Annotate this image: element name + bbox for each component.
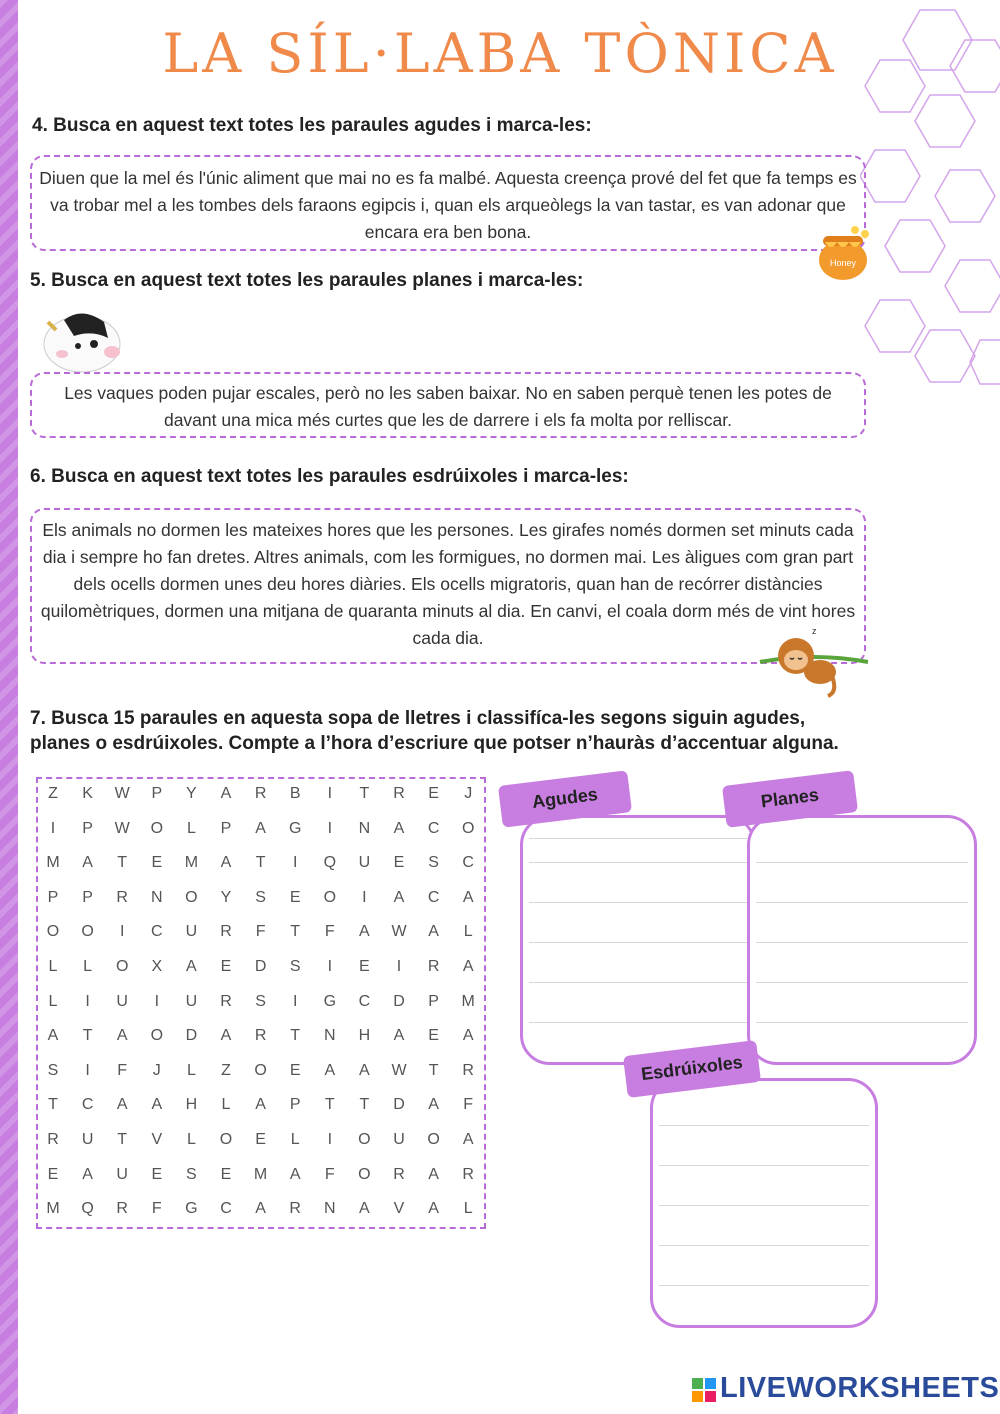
grid-letter[interactable]: A <box>393 1027 405 1045</box>
grid-letter[interactable]: R <box>462 1061 474 1079</box>
grid-letter[interactable]: R <box>116 1200 128 1218</box>
grid-letter[interactable]: F <box>151 1200 162 1218</box>
grid-letter[interactable]: I <box>327 1131 333 1148</box>
grid-letter[interactable]: O <box>323 888 337 906</box>
question-4-text-box[interactable] <box>30 155 866 251</box>
grid-letter[interactable]: P <box>82 819 93 837</box>
grid-letter[interactable]: A <box>220 785 232 802</box>
grid-letter[interactable]: T <box>428 1061 439 1079</box>
grid-letter[interactable]: O <box>150 819 164 837</box>
grid-letter[interactable]: A <box>116 1096 128 1114</box>
grid-letter[interactable]: T <box>324 1096 335 1114</box>
grid-letter[interactable]: A <box>359 1061 370 1079</box>
grid-letter[interactable]: O <box>219 1131 233 1148</box>
grid-letter[interactable]: E <box>220 1165 232 1183</box>
grid-letter[interactable]: I <box>154 992 160 1010</box>
question-5-heading: 5. Busca en aquest text totes les paraules planes i marca-les: <box>30 270 584 291</box>
question-6-heading: 6. Busca en aquest text totes les paraules esdrúixoles i marca-les: <box>30 466 629 487</box>
grid-letter[interactable]: F <box>463 1096 474 1114</box>
grid-letter[interactable]: K <box>82 785 93 802</box>
grid-letter[interactable]: L <box>186 819 196 837</box>
left-decorative-bar <box>0 0 18 1414</box>
cow-icon <box>34 302 126 374</box>
grid-letter[interactable]: Q <box>81 1200 94 1218</box>
grid-letter[interactable]: Z <box>48 785 58 802</box>
sleeping-monkey-icon <box>758 622 870 698</box>
grid-letter[interactable]: E <box>255 1131 266 1148</box>
grid-letter[interactable]: O <box>254 1061 267 1079</box>
grid-letter[interactable]: I <box>327 785 333 802</box>
grid-letter[interactable]: A <box>151 1096 163 1114</box>
grid-letter[interactable]: I <box>362 888 367 906</box>
grid-letter[interactable]: O <box>150 1027 164 1045</box>
liveworksheets-logo-icon <box>692 1378 716 1402</box>
grid-letter[interactable]: N <box>151 888 163 906</box>
grid-letter[interactable]: E <box>220 958 232 975</box>
grid-letter[interactable]: A <box>393 888 405 906</box>
grid-letter[interactable]: D <box>185 1027 198 1045</box>
grid-letter[interactable]: I <box>327 819 333 837</box>
grid-letter[interactable]: A <box>255 819 266 837</box>
grid-letter[interactable]: S <box>186 1165 197 1183</box>
grid-letter[interactable]: C <box>151 923 163 941</box>
question-5-text-box[interactable] <box>30 372 866 438</box>
grid-letter[interactable]: I <box>292 854 298 872</box>
grid-letter[interactable]: W <box>391 1061 407 1079</box>
grid-letter[interactable]: N <box>324 1027 336 1045</box>
grid-letter[interactable]: V <box>151 1131 163 1148</box>
grid-letter[interactable]: A <box>428 1200 439 1218</box>
grid-letter[interactable]: C <box>462 854 474 872</box>
esdruixoles-card[interactable] <box>650 1078 878 1328</box>
question-7-heading-line-1: 7. Busca 15 paraules en aquesta sopa de lletres i classifíca-les segons siguin agudes, <box>30 708 806 729</box>
planes-label: Planes <box>722 770 858 828</box>
grid-letter[interactable]: F <box>117 1061 128 1079</box>
grid-letter[interactable]: V <box>393 1200 405 1218</box>
grid-letter[interactable]: O <box>358 1165 371 1183</box>
agudes-card[interactable] <box>520 815 756 1065</box>
grid-letter[interactable]: Q <box>323 854 337 872</box>
honey-pot-icon <box>815 222 875 282</box>
grid-letter[interactable]: L <box>48 958 58 975</box>
grid-letter[interactable]: T <box>359 785 370 802</box>
grid-letter[interactable]: E <box>151 854 163 872</box>
grid-letter[interactable]: M <box>46 854 60 872</box>
grid-letter[interactable]: L <box>186 1061 196 1079</box>
liveworksheets-brand: LIVEWORKSHEETS <box>720 1372 1000 1404</box>
grid-letter[interactable]: H <box>358 1027 371 1045</box>
grid-letter[interactable]: D <box>393 992 405 1010</box>
grid-letter[interactable]: A <box>428 923 439 941</box>
grid-letter[interactable]: E <box>289 1061 301 1079</box>
grid-letter[interactable]: R <box>220 992 232 1010</box>
grid-letter[interactable]: P <box>289 1096 301 1114</box>
grid-letter[interactable]: C <box>358 992 371 1010</box>
grid-letter[interactable]: R <box>254 1027 267 1045</box>
grid-letter[interactable]: A <box>220 854 232 872</box>
grid-letter[interactable]: C <box>220 1200 232 1218</box>
grid-letter[interactable]: A <box>462 888 474 906</box>
grid-letter[interactable]: Y <box>186 785 197 802</box>
grid-letter[interactable]: G <box>185 1200 198 1218</box>
grid-letter[interactable]: W <box>114 785 130 802</box>
grid-letter[interactable]: L <box>290 1131 300 1148</box>
question-4-text: Diuen que la mel és l'únic aliment que mai no es fa malbé. Aquesta creença prové del fet que fa temps es va trobar mel a les tombes dels faraons egipcis i, quan els arqueòlegs la van tastar, es van adonar que encara era ben bona. <box>39 168 857 242</box>
grid-letter[interactable]: I <box>327 958 333 975</box>
grid-letter[interactable]: L <box>48 992 58 1010</box>
grid-letter[interactable]: I <box>85 992 90 1010</box>
grid-letter[interactable]: R <box>393 785 405 802</box>
grid-letter[interactable]: R <box>393 1165 405 1183</box>
grid-letter[interactable]: A <box>186 958 197 975</box>
grid-letter[interactable]: U <box>358 854 371 872</box>
grid-letter[interactable]: I <box>292 992 298 1010</box>
grid-letter[interactable]: H <box>185 1096 198 1114</box>
grid-letter[interactable]: I <box>396 958 402 975</box>
planes-card[interactable] <box>747 815 977 1065</box>
grid-letter[interactable]: L <box>221 1096 231 1114</box>
grid-letter[interactable]: N <box>324 1200 336 1218</box>
honey-label: Honey <box>829 258 857 268</box>
grid-letter[interactable]: F <box>324 1165 335 1183</box>
grid-letter[interactable]: P <box>47 888 59 906</box>
grid-letter[interactable]: O <box>461 819 475 837</box>
grid-letter[interactable]: A <box>82 854 93 872</box>
grid-letter[interactable]: R <box>427 958 440 975</box>
grid-letter[interactable]: I <box>50 819 56 837</box>
grid-letter[interactable]: R <box>254 785 267 802</box>
page-title: LA SÍL·LABA TÒNICA <box>162 22 838 85</box>
grid-letter[interactable]: S <box>255 992 266 1010</box>
grid-letter[interactable]: A <box>324 1061 336 1079</box>
grid-letter[interactable]: P <box>82 888 93 906</box>
grid-letter[interactable]: A <box>255 1200 266 1218</box>
grid-letter[interactable]: S <box>47 1061 59 1079</box>
grid-letter[interactable]: S <box>289 958 301 975</box>
grid-letter[interactable]: D <box>393 1096 405 1114</box>
grid-letter[interactable]: C <box>81 1096 94 1114</box>
grid-letter[interactable]: E <box>151 1165 163 1183</box>
grid-letter[interactable]: M <box>46 1200 60 1218</box>
grid-letter[interactable]: G <box>323 992 337 1010</box>
grid-letter[interactable]: A <box>359 1200 370 1218</box>
grid-letter[interactable]: N <box>358 819 371 837</box>
grid-letter[interactable]: P <box>220 819 232 837</box>
grid-letter[interactable]: R <box>462 1165 474 1183</box>
grid-letter[interactable]: A <box>462 1027 474 1045</box>
grid-letter[interactable]: T <box>117 854 128 872</box>
grid-letter[interactable]: T <box>255 854 266 872</box>
grid-letter[interactable]: U <box>185 992 198 1010</box>
grid-letter[interactable]: A <box>255 1096 266 1114</box>
grid-letter[interactable]: B <box>289 785 301 802</box>
grid-letter[interactable]: A <box>428 1096 439 1114</box>
grid-letter[interactable]: O <box>46 923 60 941</box>
grid-letter[interactable]: T <box>82 1027 93 1045</box>
grid-letter[interactable]: T <box>290 1027 301 1045</box>
grid-letter[interactable]: E <box>359 958 370 975</box>
grid-letter[interactable]: F <box>255 923 266 941</box>
grid-letter[interactable]: T <box>290 923 301 941</box>
grid-letter[interactable]: L <box>186 1131 196 1148</box>
grid-letter[interactable]: F <box>324 923 335 941</box>
grid-letter[interactable]: S <box>428 854 439 872</box>
grid-letter[interactable]: A <box>47 1027 59 1045</box>
grid-letter[interactable]: E <box>393 854 405 872</box>
grid-letter[interactable]: Z <box>221 1061 231 1079</box>
grid-letter[interactable]: T <box>48 1096 58 1114</box>
question-4-heading: 4. Busca en aquest text totes les paraules agudes i marca-les: <box>32 115 592 136</box>
grid-letter[interactable]: P <box>428 992 439 1010</box>
grid-letter[interactable]: U <box>116 1165 128 1183</box>
grid-letter[interactable]: U <box>185 923 198 941</box>
grid-letter[interactable]: A <box>220 1027 232 1045</box>
grid-letter[interactable]: E <box>428 785 439 802</box>
grid-letter[interactable]: R <box>220 923 232 941</box>
grid-letter[interactable]: O <box>185 888 198 906</box>
grid-letter[interactable]: Y <box>220 888 232 906</box>
grid-letter[interactable]: M <box>461 992 475 1010</box>
grid-letter[interactable]: M <box>184 854 199 872</box>
grid-letter[interactable]: A <box>393 819 405 837</box>
grid-letter[interactable]: U <box>393 1131 405 1148</box>
grid-letter[interactable]: J <box>152 1061 161 1079</box>
grid-letter[interactable]: A <box>289 1165 301 1183</box>
grid-letter[interactable]: L <box>83 958 93 975</box>
grid-letter[interactable]: U <box>116 992 128 1010</box>
grid-letter[interactable]: O <box>427 1131 440 1148</box>
grid-letter[interactable]: D <box>254 958 267 975</box>
grid-letter[interactable]: R <box>116 888 128 906</box>
grid-letter[interactable]: X <box>151 958 163 975</box>
grid-letter[interactable]: J <box>464 785 473 802</box>
grid-letter[interactable]: O <box>81 923 94 941</box>
grid-letter[interactable]: O <box>115 958 129 975</box>
svg-text:z: z <box>812 626 817 636</box>
grid-letter[interactable]: A <box>359 923 370 941</box>
grid-letter[interactable]: A <box>116 1027 128 1045</box>
grid-letter[interactable]: U <box>81 1131 94 1148</box>
question-6-text: Els animals no dormen les mateixes hores que les persones. Les girafes només dormen set minuts cada dia i sempre ho fan dretes. Altres animals, com les formigues, no dormen mai. Les àligues com gran part dels ocells dormen unes deu hores diàries. Els ocells migratoris, quan han de recórrer distàncies quilomètriques, dormen una mitjana de quaranta minuts al dia. En canvi, el coala dorm més de vint hores cada dia. <box>40 520 856 648</box>
grid-letter[interactable]: O <box>358 1131 371 1148</box>
question-7-heading-line-2: planes o esdrúixoles. Compte a l’hora d’escriure que potser n’hauràs d’accentuar alguna. <box>30 733 839 754</box>
grid-letter[interactable]: W <box>391 923 407 941</box>
grid-letter[interactable]: A <box>462 958 474 975</box>
grid-letter[interactable]: R <box>289 1200 301 1218</box>
question-6-text-box[interactable] <box>30 508 866 664</box>
grid-letter[interactable]: A <box>82 1165 93 1183</box>
grid-letter[interactable]: W <box>114 819 130 837</box>
grid-letter[interactable]: E <box>428 1027 439 1045</box>
grid-letter[interactable]: A <box>462 1131 474 1148</box>
grid-letter[interactable]: C <box>427 819 440 837</box>
grid-letter[interactable]: E <box>47 1165 59 1183</box>
esdruixoles-label: Esdrúixoles <box>623 1040 761 1098</box>
grid-letter[interactable]: G <box>288 819 302 837</box>
grid-letter[interactable]: S <box>255 888 266 906</box>
grid-letter[interactable]: R <box>47 1131 59 1148</box>
grid-letter[interactable]: L <box>463 1200 473 1218</box>
grid-letter[interactable]: P <box>151 785 163 802</box>
grid-letter[interactable]: A <box>428 1165 439 1183</box>
grid-letter[interactable]: L <box>463 923 473 941</box>
grid-letter[interactable]: C <box>427 888 440 906</box>
agudes-label: Agudes <box>498 770 632 828</box>
grid-letter[interactable]: M <box>253 1165 268 1183</box>
grid-letter[interactable]: I <box>85 1061 90 1079</box>
grid-letter[interactable]: E <box>289 888 301 906</box>
question-5-text: Les vaques poden pujar escales, però no les saben baixar. No en saben perquè tenen les potes de davant una mica més curtes que les de darrere i els fa molta por relliscar. <box>64 383 832 430</box>
grid-letter[interactable]: T <box>359 1096 370 1114</box>
grid-letter[interactable]: I <box>119 923 125 941</box>
grid-letter[interactable]: T <box>117 1131 128 1148</box>
